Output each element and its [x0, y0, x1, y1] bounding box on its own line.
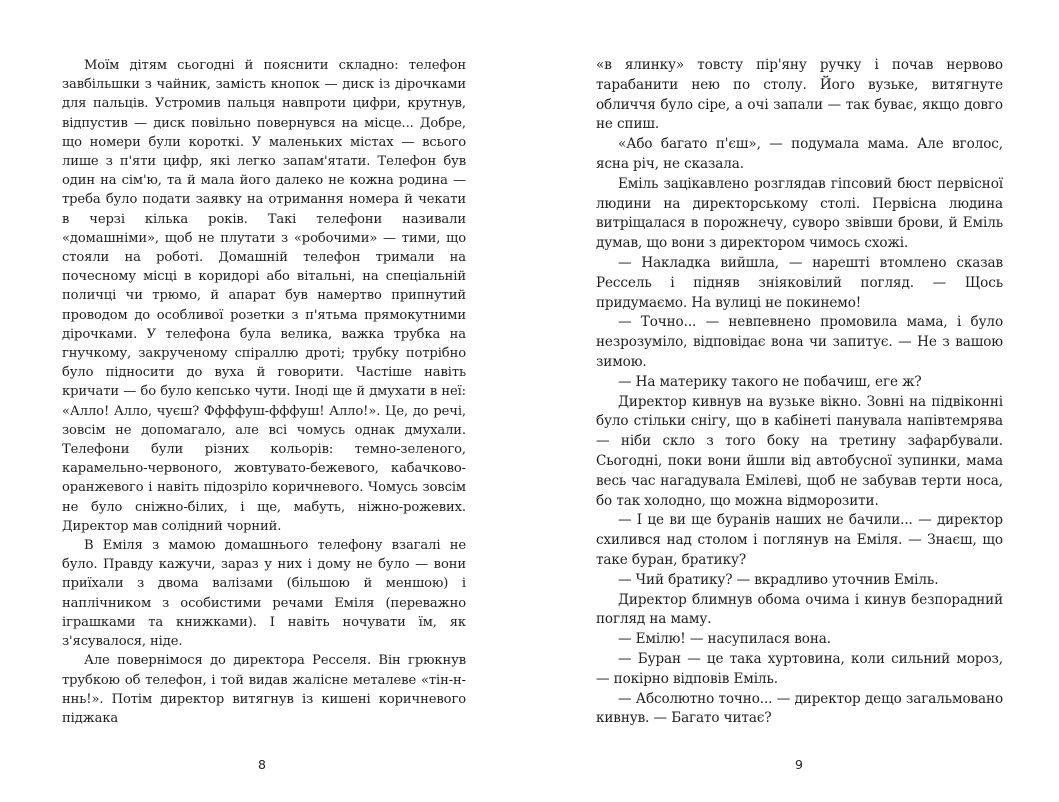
paragraph: — Буран — це така хуртовина, коли сильний мороз, — покірно відповів Еміль. — [596, 650, 1003, 687]
paragraph: — Абсолютно точно... — директор дещо загальмовано кивнув. — Багато читає? — [596, 690, 1003, 727]
paragraph: — На материку такого не побачиш, еге ж? — [618, 373, 922, 390]
paragraph: — Чий братику? — вкрадливо уточнив Еміль. — [618, 571, 939, 588]
paragraph: Директор кивнув на вузьке вікно. Зовні на підвіконні було стільки снігу, що в кабінеті панувала напівтемрява — ніби скло з того боку на третину зафарбували. Сьогодні, поки вони йшли від автобусної зупинки, мама весь час нагадувала Емілеві, щоб не забував терти носа, бо так холодно, що можна відморозити. — [596, 393, 1003, 509]
page-number-left: 8 — [258, 757, 266, 772]
paragraph: «Або багато п'єш», — подумала мама. Але вголос, ясна річ, не сказала. — [596, 136, 1003, 172]
paragraph: — І це ви ще буранів наших не бачили... — директор схилився над столом і поглянув на Еміля. — Знаєш, що таке буран, братику? — [596, 512, 1003, 568]
paragraph: Еміль зацікавлено розглядав гіпсовий бюст первісної людини на директорському столі. Первісна людина витріщалася в порожнечу, суворо звівши брови, й Еміль думав, що вони з директором чимось схожі. — [596, 175, 1003, 252]
paragraph: Моїм дітям сьогодні й пояснити складно: телефон завбільшки з чайник, замість кнопок — диск із дірочками для пальців. Устромив пальця навпроти цифри, крутнув, відпустив — диск повільно повернувся на місце... Добре, що номери були короткі. У маленьких містах — всього лише з п'яти цифр, які легко запам'ятати. Телефон був один на сім'ю, та й мала його далеко не кожна родина — треба було подати заявку на отримання номера й чекати в черзі кілька років. Такі телефони називали «домашніми», щоб не плутати з «робочими» — тими, що стояли на роботі. Домашній телефон тримали на почесному місці в коридорі або вітальні, на спеціальній поличці чи трюмо, й апарат був намертво припнутий проводом до особливої розетки з п'ятьма прямокутними дірочками. У телефона була велика, важка трубка на гнучкому, закрученому спіраллю дроті; трубку потрібно було підносити до вуха й говорити. Частіше навіть кричати — бо було кепсько чути. Іноді ще й дмухати в неї: «Алло! Алло, чуєш? Ффффуш-фффуш! Алло!». Це, до речі, зовсім не допомагало, але всі чомусь однак дмухали. Телефони були різних кольорів: темно-зеленого, карамельно-червоного, жовтувато-бежевого, кабачково-оранжевого і навіть підозріло коричневого. Чомусь зовсім не було сніжно-білих, і ще, мабуть, ніжно-рожевих. Директор мав солідний чорний. — [62, 58, 466, 534]
paragraph: — Емілю! — насупилася вона. — [618, 631, 831, 648]
right-page-text — [596, 56, 1003, 729]
paragraph: — Точно... — невпевнено промовила мама, і було незрозуміло, відповідає вона чи запитує. — Не з вашою зимою. — [596, 314, 1003, 370]
paragraph: Але повернімося до директора Ресселя. Він грюкнув трубкою об телефон, і той видав жалісне металеве «тін-н-ннь!». Потім директор витягнув із кишені коричневого піджака — [62, 653, 466, 726]
page-number-right: 9 — [795, 757, 803, 772]
paragraph: В Еміля з мамою домашнього телефону взагалі не було. Правду кажучи, зараз у них і дому не було — вони приїхали з двома валізами (більшою й меншою) і наплічником з особистими речами Еміля (переважно іграшками та книжками). І навіть ночувати їм, як з'ясувалося, ніде. — [62, 538, 466, 650]
left-page-text — [62, 56, 466, 728]
continued-paragraph: «в ялинку» товсту пір'яну ручку і почав нервово тарабанити нею по столу. Його вузьке, витягнуте обличчя було сіре, а очі запали — так буває, якщо довго не спиш. — [596, 57, 1003, 133]
paragraph: — Накладка вийшла, — нарешті втомлено сказав Рессель і підняв зніяковілий погляд. — Щось придумаємо. На вулиці не покинемо! — [596, 254, 1003, 311]
paragraph: Директор блимнув обома очима і кинув безпорадний погляд на маму. — [596, 591, 1003, 628]
